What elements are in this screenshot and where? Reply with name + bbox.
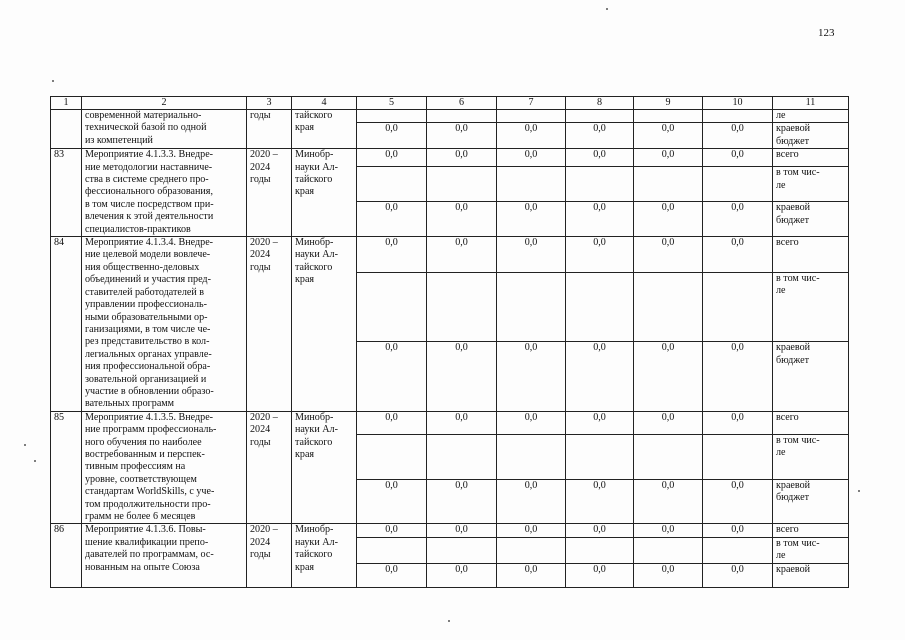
amount-cell: 0,0	[497, 123, 566, 149]
text-line: том продолжительности про-	[85, 498, 211, 510]
scan-speck	[448, 620, 450, 622]
text-line: ного обучения по наиболее	[85, 436, 202, 448]
funding-source-cell	[773, 479, 849, 524]
page-number: 123	[818, 27, 835, 39]
amount-cell: 0,0	[427, 411, 497, 434]
empty-cell	[357, 110, 427, 123]
text-line: технической базой по одной	[85, 122, 207, 134]
table-row	[51, 411, 849, 434]
empty-cell	[357, 273, 427, 342]
column-header: 8	[566, 97, 634, 110]
text-line: Минобр-	[295, 411, 334, 423]
text-line: науки Ал-	[295, 249, 338, 261]
text-line: краевой	[776, 479, 811, 491]
text-line: стандартам WorldSkills, с уче-	[85, 486, 215, 498]
text-line: тайского	[295, 549, 333, 561]
amount-cell: 0,0	[357, 524, 427, 537]
empty-cell	[357, 434, 427, 479]
amount-cell: 0,0	[427, 202, 497, 237]
empty-cell	[497, 167, 566, 202]
text-line: Минобр-	[295, 237, 334, 249]
text-line: края	[295, 186, 315, 198]
amount-cell: 0,0	[497, 342, 566, 411]
text-line: науки Ал-	[295, 161, 338, 173]
text-line: Мероприятие 4.1.3.4. Внедре-	[85, 237, 214, 249]
scan-speck	[34, 460, 36, 462]
amount-cell: 0,0	[357, 411, 427, 434]
empty-cell	[357, 537, 427, 563]
amount-cell: 0,0	[634, 202, 703, 237]
text-line: уровне, соответствующем	[85, 473, 197, 485]
empty-cell	[634, 537, 703, 563]
text-line: зовательной организацией и	[85, 373, 207, 385]
empty-cell	[634, 273, 703, 342]
table-row	[51, 237, 849, 273]
executor-cell	[292, 110, 357, 149]
empty-cell	[566, 167, 634, 202]
text-line: влечения к этой деятельности	[85, 211, 214, 223]
column-header: 3	[247, 97, 292, 110]
text-line: всего	[776, 524, 799, 536]
text-line: науки Ал-	[295, 424, 338, 436]
funding-source-cell	[773, 434, 849, 479]
amount-cell: 0,0	[634, 524, 703, 537]
empty-cell	[634, 434, 703, 479]
description-cell	[82, 237, 247, 412]
executor-cell	[292, 149, 357, 237]
text-line: Минобр-	[295, 149, 334, 161]
text-line: краевой	[776, 123, 811, 135]
empty-cell	[566, 434, 634, 479]
empty-cell	[427, 434, 497, 479]
amount-cell: 0,0	[357, 123, 427, 149]
empty-cell	[497, 434, 566, 479]
text-line: грамм не более 6 месяцев	[85, 511, 196, 522]
text-line: управлении профессиональ-	[85, 299, 208, 311]
row-number-cell: 84	[51, 237, 82, 412]
funding-source-cell	[773, 537, 849, 563]
text-line: фессионального образования,	[85, 186, 213, 198]
funding-source-cell	[773, 149, 849, 167]
amount-cell: 0,0	[634, 123, 703, 149]
amount-cell: 0,0	[497, 563, 566, 587]
text-line: Мероприятие 4.1.3.3. Внедре-	[85, 149, 214, 161]
column-header: 9	[634, 97, 703, 110]
amount-cell: 0,0	[427, 237, 497, 273]
description-cell	[82, 149, 247, 237]
amount-cell: 0,0	[703, 411, 773, 434]
amount-cell: 0,0	[634, 411, 703, 434]
row-number-cell	[51, 110, 82, 149]
funding-source-cell	[773, 237, 849, 273]
amount-cell: 0,0	[497, 479, 566, 524]
empty-cell	[497, 537, 566, 563]
text-line: годы	[250, 174, 271, 186]
text-line: в том чис-	[776, 537, 820, 549]
text-line: в том чис-	[776, 434, 820, 446]
empty-cell	[427, 110, 497, 123]
text-line: годы	[250, 110, 271, 121]
text-line: тивным профессиям на	[85, 461, 186, 473]
amount-cell: 0,0	[566, 237, 634, 273]
text-line: из компетенций	[85, 134, 153, 146]
column-header: 11	[773, 97, 849, 110]
amount-cell: 0,0	[427, 479, 497, 524]
amount-cell: 0,0	[357, 237, 427, 273]
column-header: 5	[357, 97, 427, 110]
text-line: в том числе посредством при-	[85, 198, 214, 210]
text-line: Мероприятие 4.1.3.6. Повы-	[85, 524, 206, 536]
text-line: краевой	[776, 342, 811, 354]
amount-cell: 0,0	[357, 479, 427, 524]
empty-cell	[427, 273, 497, 342]
text-line: в том чис-	[776, 273, 820, 285]
text-line: ставителей работодателей в	[85, 286, 205, 298]
text-line: вательных программ	[85, 398, 175, 410]
empty-cell	[427, 167, 497, 202]
text-line: 2024	[250, 536, 271, 548]
text-line: ными образовательными ор-	[85, 311, 208, 323]
amount-cell: 0,0	[566, 479, 634, 524]
text-line: всего	[776, 237, 799, 249]
amount-cell: 0,0	[634, 342, 703, 411]
amount-cell: 0,0	[357, 149, 427, 167]
text-line: краевой	[776, 563, 811, 575]
text-line: края	[295, 561, 315, 573]
text-line: бюджет	[776, 492, 810, 504]
text-line: ния профессиональной обра-	[85, 361, 211, 373]
funding-source-cell	[773, 202, 849, 237]
table-header-row	[51, 97, 849, 110]
text-line: краевой	[776, 202, 811, 214]
amount-cell: 0,0	[566, 524, 634, 537]
text-line: края	[295, 274, 315, 286]
text-line: ние программ профессиональ-	[85, 424, 217, 436]
years-cell	[247, 411, 292, 524]
amount-cell: 0,0	[566, 149, 634, 167]
empty-cell	[703, 273, 773, 342]
description-cell	[82, 110, 247, 149]
text-line: 2020 –	[250, 237, 278, 249]
amount-cell: 0,0	[703, 123, 773, 149]
text-line: годы	[250, 261, 271, 273]
table-row	[51, 149, 849, 167]
text-line: ле	[776, 179, 786, 191]
empty-cell	[703, 110, 773, 123]
column-header: 6	[427, 97, 497, 110]
text-line: современной материально-	[85, 110, 202, 121]
amount-cell: 0,0	[634, 479, 703, 524]
column-header: 2	[82, 97, 247, 110]
amount-cell: 0,0	[703, 149, 773, 167]
empty-cell	[634, 167, 703, 202]
funding-source-cell	[773, 110, 849, 123]
funding-source-cell	[773, 342, 849, 411]
empty-cell	[497, 273, 566, 342]
executor-cell	[292, 237, 357, 412]
text-line: 2024	[250, 249, 271, 261]
empty-cell	[703, 167, 773, 202]
scan-speck	[858, 490, 860, 492]
amount-cell: 0,0	[497, 411, 566, 434]
text-line: бюджет	[776, 214, 810, 226]
amount-cell: 0,0	[566, 202, 634, 237]
scan-speck	[24, 444, 26, 446]
text-line: востребованным и перспек-	[85, 448, 205, 460]
text-line: науки Ал-	[295, 536, 338, 548]
amount-cell: 0,0	[703, 237, 773, 273]
empty-cell	[703, 537, 773, 563]
budget-table	[50, 96, 849, 588]
years-cell	[247, 149, 292, 237]
text-line: шение квалификации препо-	[85, 536, 209, 548]
text-line: нованным на опыте Союза	[85, 561, 200, 573]
text-line: ства в системе среднего про-	[85, 174, 209, 186]
amount-cell: 0,0	[566, 563, 634, 587]
funding-source-cell	[773, 167, 849, 202]
text-line: тайского	[295, 174, 333, 186]
text-line: годы	[250, 436, 271, 448]
text-line: всего	[776, 149, 799, 161]
row-number-cell: 85	[51, 411, 82, 524]
executor-cell	[292, 524, 357, 587]
row-number-cell: 86	[51, 524, 82, 587]
column-header: 4	[292, 97, 357, 110]
text-line: ле	[776, 550, 786, 562]
text-line: объединений и участия пред-	[85, 274, 211, 286]
funding-source-cell	[773, 563, 849, 587]
text-line: бюджет	[776, 135, 810, 147]
scan-speck	[606, 8, 608, 10]
text-line: годы	[250, 549, 271, 561]
empty-cell	[634, 110, 703, 123]
executor-cell	[292, 411, 357, 524]
empty-cell	[497, 110, 566, 123]
amount-cell: 0,0	[566, 342, 634, 411]
amount-cell: 0,0	[357, 202, 427, 237]
amount-cell: 0,0	[703, 202, 773, 237]
amount-cell: 0,0	[497, 524, 566, 537]
text-line: рез представительство в кол-	[85, 336, 210, 348]
text-line: тайского	[295, 261, 333, 273]
amount-cell: 0,0	[703, 479, 773, 524]
text-line: участие в обновлении образо-	[85, 385, 214, 397]
text-line: легиальных органах управле-	[85, 348, 212, 360]
row-number-cell: 83	[51, 149, 82, 237]
amount-cell: 0,0	[357, 342, 427, 411]
amount-cell: 0,0	[427, 123, 497, 149]
text-line: ния общественно-деловых	[85, 261, 200, 273]
text-line: 2020 –	[250, 524, 278, 536]
text-line: всего	[776, 411, 799, 423]
text-line: 2020 –	[250, 149, 278, 161]
text-line: ле	[776, 285, 786, 297]
description-cell	[82, 524, 247, 587]
empty-cell	[703, 434, 773, 479]
amount-cell: 0,0	[357, 563, 427, 587]
amount-cell: 0,0	[497, 237, 566, 273]
text-line: 2024	[250, 424, 271, 436]
column-header: 10	[703, 97, 773, 110]
empty-cell	[566, 537, 634, 563]
amount-cell: 0,0	[427, 342, 497, 411]
text-line: ле	[776, 447, 786, 459]
funding-source-cell	[773, 123, 849, 149]
text-line: давателей по программам, ос-	[85, 549, 214, 561]
amount-cell: 0,0	[634, 149, 703, 167]
amount-cell: 0,0	[566, 411, 634, 434]
amount-cell: 0,0	[634, 237, 703, 273]
text-line: 2020 –	[250, 411, 278, 423]
years-cell	[247, 237, 292, 412]
text-line: Мероприятие 4.1.3.5. Внедре-	[85, 411, 214, 423]
text-line: ние методологии наставниче-	[85, 161, 213, 173]
text-line: ганизациями, в том числе че-	[85, 323, 211, 335]
amount-cell: 0,0	[566, 123, 634, 149]
text-line: тайского	[295, 110, 333, 121]
empty-cell	[566, 110, 634, 123]
years-cell	[247, 524, 292, 587]
amount-cell: 0,0	[427, 563, 497, 587]
amount-cell: 0,0	[427, 149, 497, 167]
table-row	[51, 110, 849, 123]
empty-cell	[357, 167, 427, 202]
column-header: 1	[51, 97, 82, 110]
text-line: 2024	[250, 161, 271, 173]
amount-cell: 0,0	[703, 342, 773, 411]
amount-cell: 0,0	[497, 202, 566, 237]
funding-source-cell	[773, 524, 849, 537]
text-line: в том чис-	[776, 167, 820, 179]
amount-cell: 0,0	[703, 563, 773, 587]
table-row	[51, 524, 849, 537]
column-header: 7	[497, 97, 566, 110]
text-line: ние целевой модели вовлече-	[85, 249, 211, 261]
description-cell	[82, 411, 247, 524]
funding-source-cell	[773, 411, 849, 434]
funding-source-cell	[773, 273, 849, 342]
text-line: края	[295, 122, 315, 134]
text-line: специалистов-практиков	[85, 223, 191, 235]
amount-cell: 0,0	[497, 149, 566, 167]
scan-speck	[52, 80, 54, 82]
text-line: ле	[776, 110, 786, 121]
table-body	[51, 97, 849, 588]
text-line: края	[295, 448, 315, 460]
years-cell	[247, 110, 292, 149]
empty-cell	[566, 273, 634, 342]
text-line: тайского	[295, 436, 333, 448]
amount-cell: 0,0	[634, 563, 703, 587]
amount-cell: 0,0	[427, 524, 497, 537]
text-line: бюджет	[776, 354, 810, 366]
empty-cell	[427, 537, 497, 563]
amount-cell: 0,0	[703, 524, 773, 537]
text-line: Минобр-	[295, 524, 334, 536]
